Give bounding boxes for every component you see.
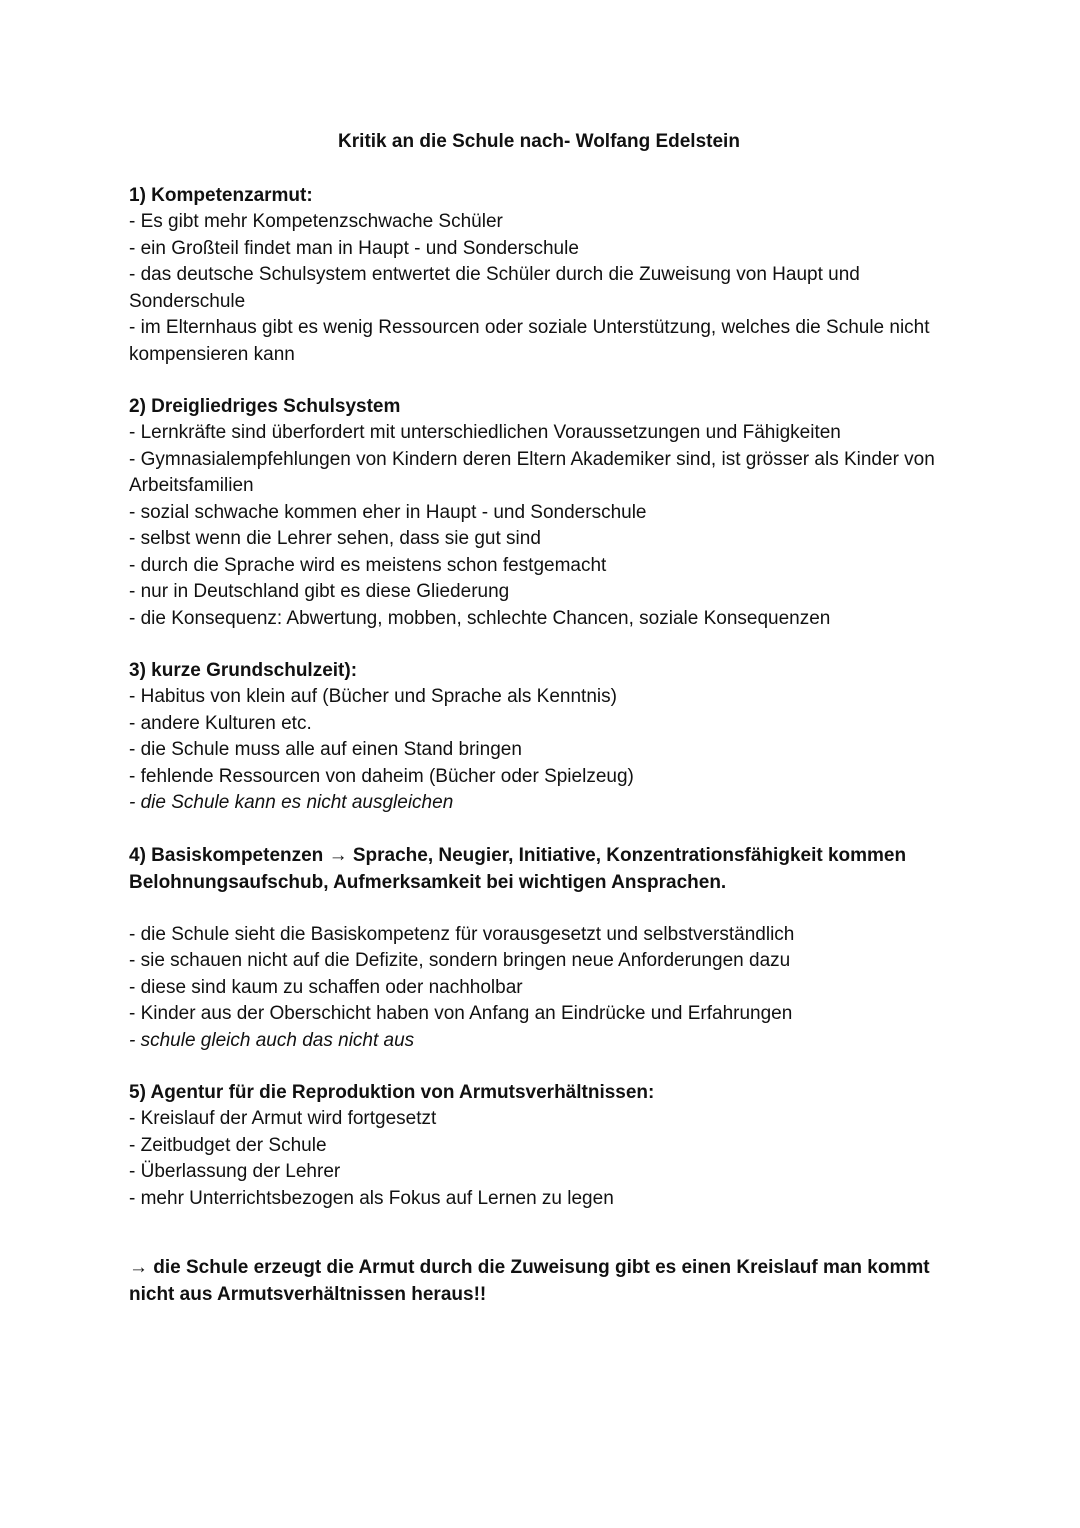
list-item-italic: - schule gleich auch das nicht aus xyxy=(129,1029,415,1051)
section-agentur-reproduktion xyxy=(129,1079,949,1212)
list-item-italic: - die Schule kann es nicht ausgleichen xyxy=(129,792,454,813)
conclusion-text: die Schule erzeugt die Armut durch die Zuweisung gibt es einen Kreislauf man kommt nicht aus Armutsverhältnissen heraus!! xyxy=(129,1257,930,1305)
document-title: Kritik an die Schule nach- Wolfang Edelstein xyxy=(338,131,740,152)
list-item: - Gymnasialempfehlungen von Kindern deren Eltern Akademiker sind, ist grösser als Kinder von Arbeitsfamilien xyxy=(129,448,935,496)
section-heading: 3) kurze Grundschulzeit): xyxy=(129,660,358,681)
list-item: - ein Großteil findet man in Haupt - und Sonderschule xyxy=(129,237,579,259)
list-item: - andere Kulturen etc. xyxy=(129,712,312,734)
list-item: - Lernkräfte sind überfordert mit unterschiedlichen Voraussetzungen und Fähigkeiten xyxy=(129,422,841,443)
item-list xyxy=(129,684,949,817)
heading-description: Sprache, Neugier, Initiative, Konzentrationsfähigkeit kommen Belohnungsaufschub, Aufmerksamkeit bei wichtigen Ansprachen. xyxy=(129,844,907,893)
document-page xyxy=(129,128,949,1308)
list-item: - Es gibt mehr Kompetenzschwache Schüler xyxy=(129,211,503,232)
list-item: - die Konsequenz: Abwertung, mobben, schlechte Chancen, soziale Konsequenzen xyxy=(129,607,831,629)
list-item: - Kreislauf der Armut wird fortgesetzt xyxy=(129,1108,437,1129)
item-list xyxy=(129,1106,949,1212)
list-item: - das deutsche Schulsystem entwertet die Schüler durch die Zuweisung von Haupt und Sonderschule xyxy=(129,264,860,312)
section-basiskompetenzen xyxy=(129,842,949,1055)
section-kurze-grundschulzeit xyxy=(129,657,949,817)
item-list xyxy=(129,420,949,632)
list-item: - die Schule sieht die Basiskompetenz für vorausgesetzt und selbstverständlich xyxy=(129,923,795,945)
list-item: - Überlassung der Lehrer xyxy=(129,1161,341,1182)
list-item: - sie schauen nicht auf die Defizite, sondern bringen neue Anforderungen dazu xyxy=(129,950,791,971)
item-list xyxy=(129,209,949,368)
arrow-right-icon: → xyxy=(129,1257,148,1278)
list-item: - sozial schwache kommen eher in Haupt - und Sonderschule xyxy=(129,501,647,523)
section-heading: 1) Kompetenzarmut: xyxy=(129,185,313,206)
arrow-right-icon: → xyxy=(328,844,348,866)
section-kompetenzarmut xyxy=(129,182,949,368)
list-item: - mehr Unterrichtsbezogen als Fokus auf Lernen zu legen xyxy=(129,1187,614,1209)
section-heading: 5) Agentur für die Reproduktion von Armutsverhältnissen: xyxy=(129,1082,655,1103)
section-heading xyxy=(129,842,949,896)
list-item: - selbst wenn die Lehrer sehen, dass sie gut sind xyxy=(129,528,541,549)
item-list xyxy=(129,922,949,1055)
heading-label: 4) Basiskompetenzen xyxy=(129,844,324,866)
list-item: - Habitus von klein auf (Bücher und Sprache als Kenntnis) xyxy=(129,686,617,707)
list-item: - diese sind kaum zu schaffen oder nachholbar xyxy=(129,976,523,998)
list-item: - die Schule muss alle auf einen Stand bringen xyxy=(129,739,522,760)
conclusion xyxy=(129,1254,949,1308)
list-item: - Zeitbudget der Schule xyxy=(129,1134,327,1156)
list-item: - durch die Sprache wird es meistens schon festgemacht xyxy=(129,554,607,576)
list-item: - im Elternhaus gibt es wenig Ressourcen oder soziale Unterstützung, welches die Schule nicht kompensieren kann xyxy=(129,317,930,365)
list-item: - nur in Deutschland gibt es diese Gliederung xyxy=(129,581,510,602)
list-item: - fehlende Ressourcen von daheim (Bücher oder Spielzeug) xyxy=(129,765,634,787)
section-heading: 2) Dreigliedriges Schulsystem xyxy=(129,396,401,417)
section-dreigliedriges-schulsystem xyxy=(129,393,949,632)
list-item: - Kinder aus der Oberschicht haben von Anfang an Eindrücke und Erfahrungen xyxy=(129,1003,793,1024)
